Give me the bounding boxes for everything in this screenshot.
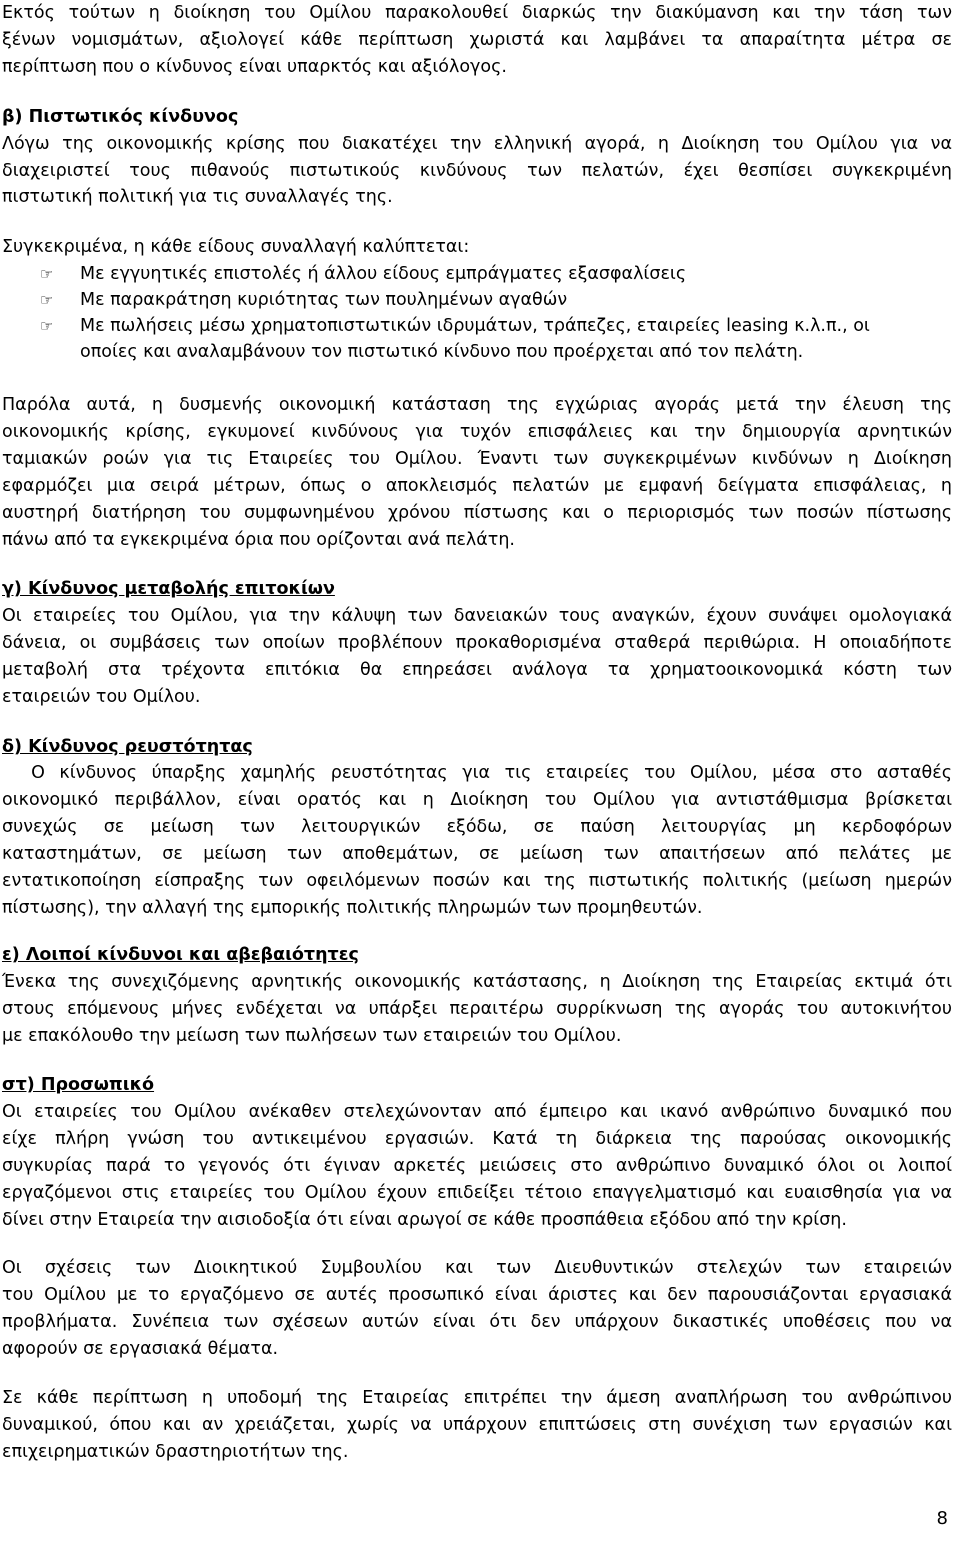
paragraph-line: καταστημάτων, σε μείωση των αποθεμάτων, σε μείωση των απαιτήσεων από πελάτες με [2,844,952,864]
list-item-text: Με πωλήσεις μέσω χρηματοπιστωτικών ιδρυμάτων, τράπεζες, εταιρείες leasing κ.λ.π., οι [80,316,870,336]
paragraph-line: εταιρειών του Ομίλου. [2,687,201,707]
paragraph-line: Σε κάθε περίπτωση η υποδομή της Εταιρείας επιτρέπει την άμεση αναπλήρωση του ανθρώπινου [2,1388,952,1408]
paragraph-line: Οι σχέσεις των Διοικητικού Συμβουλίου και των Διευθυντικών στελεχών των εταιρειών [2,1258,952,1278]
paragraph-line: Οι εταιρείες του Ομίλου ανέκαθεν στελεχώνονταν από έμπειρο και ικανό ανθρώπινο δυναμικό που [2,1102,952,1122]
paragraph-line: Παρόλα αυτά, η δυσμενής οικονομική κατάσταση της εγχώριας αγοράς μετά την έλευση της [2,395,952,415]
section-heading-liquidity: δ) Κίνδυνος ρευστότητας [2,737,253,757]
paragraph-line: εργαζόμενοι στις εταιρείες του Ομίλου έχουν επιδείξει τέτοιο επαγγελματισμό και ευαισθησία για να [2,1183,952,1203]
list-item-text: Με εγγυητικές επιστολές ή άλλου είδους εμπράγματες εξασφαλίσεις [80,264,687,284]
paragraph-line: επιχειρηματικών δραστηριοτήτων της. [2,1442,349,1462]
pointing-hand-icon: ☞ [40,317,54,335]
paragraph-line: συγκυρίας παρά το γεγονός ότι έγιναν αρκετές μειώσεις στο ανθρώπινο δυναμικό όλοι οι λοιποί [2,1156,952,1176]
paragraph-line: αυστηρή διατήρηση του συμφωνημένου χρόνου πίστωσης και ο περιορισμός των ποσών πίστωσης [2,503,952,523]
paragraph-line: αφορούν σε εργασιακά θέματα. [2,1339,279,1359]
paragraph-line: Οι εταιρείες του Ομίλου, για την κάλυψη των δανειακών τους αναγκών, έχουν συνάψει ομολογιακά [2,606,952,626]
pointing-hand-icon: ☞ [40,265,54,283]
paragraph-line: ταμιακών ροών για τις Εταιρείες του Ομίλου. Έναντι των συγκεκριμένων κινδύνων η Διοίκηση [2,449,952,469]
paragraph-line: οικονομικό περιβάλλον, είναι ορατός και η Διοίκηση του Ομίλου για αντιστάθμισμα βρίσκεται [2,790,952,810]
paragraph-line: Ένεκα της συνεχιζόμενης αρνητικής οικονομικής κατάστασης, η Διοίκηση της Εταιρείας εκτιμά ότι [2,972,952,992]
list-item-text: Με παρακράτηση κυριότητας των πουλημένων αγαθών [80,290,568,310]
intro-line: περίπτωση που ο κίνδυνος είναι υπαρκτός και αξιόλογος. [2,57,507,77]
paragraph-line: Λόγω της οικονομικής κρίσης που διακατέχει την ελληνική αγορά, η Διοίκηση του Ομίλου για να [2,134,952,154]
section-heading-other: ε) Λοιποί κίνδυνοι και αβεβαιότητες [2,945,359,965]
paragraph-line: είχε πλήρη γνώση του αντικειμένου εργασιών. Κατά τη διάρκεια της παρούσας οικονομικής [2,1129,952,1149]
intro-line: ξένων νομισμάτων, αξιολογεί κάθε περίπτωση χωριστά και λαμβάνει τα απαραίτητα μέτρα σε [2,30,952,50]
list-item [40,287,952,313]
paragraph-line: μεταβολή στα τρέχοντα επιτόκια θα επηρεάσει ανάλογα τα χρηματοοικονομικά κόστη των [2,660,952,680]
section-heading-staff: στ) Προσωπικό [2,1075,155,1095]
section-heading-credit: β) Πιστωτικός κίνδυνος [2,107,239,127]
paragraph-line: δάνεια, οι συμβάσεις των οποίων προβλέπουν προκαθορισμένα σταθερά περιθώρια. Η οποιαδήποτε [2,633,952,653]
paragraph-line: στους επόμενους μήνες ενδέχεται να υπάρξει περαιτέρω συρρίκνωση της αγοράς του αυτοκινήτου [2,999,952,1019]
paragraph-line: πιστωτική πολιτική για τις συναλλαγές της. [2,187,393,207]
list-item [40,313,952,339]
paragraph-line: δίνει στην Εταιρεία την αισιοδοξία ότι είναι αρωγοί σε κάθε προσπάθεια εξόδου από την κρίση. [2,1210,847,1230]
paragraph-line: πάνω από τα εγκεκριμένα όρια που ορίζονται ανά πελάτη. [2,530,515,550]
paragraph-line: διαχειριστεί τους πιθανούς πιστωτικούς κινδύνους των πελατών, έχει θεσπίσει συγκεκριμένη [2,161,952,181]
section-heading-interest: γ) Κίνδυνος μεταβολής επιτοκίων [2,579,335,599]
page-number: 8 [936,1508,948,1529]
paragraph-line: προβλήματα. Συνέπεια των σχέσεων αυτών είναι ότι δεν υπάρχουν δικαστικές υποθέσεις που να [2,1312,952,1332]
paragraph-line: οικονομικής κρίσης, εγκυμονεί κινδύνους για τυχόν επισφάλειες και την δημιουργία αρνητικών [2,422,952,442]
paragraph-line: πίστωσης), την αλλαγή της εμπορικής πολιτικής πληρωμών των προμηθευτών. [2,898,703,918]
list-item-continuation: οποίες και αναλαμβάνουν τον πιστωτικό κίνδυνο που προέρχεται από τον πελάτη. [80,342,804,362]
paragraph-line: του Ομίλου με το εργαζόμενο σε αυτές προσωπικό είναι άριστες και δεν παρουσιάζονται εργασιακά [2,1285,952,1305]
intro-line: Εκτός τούτων η διοίκηση του Ομίλου παρακολουθεί διαρκώς την διακύμανση και την τάση των [2,3,952,23]
paragraph-line: εφαρμόζει μια σειρά μέτρων, όπως ο αποκλεισμός πελατών με εμφανή δείγματα επισφάλειας, η [2,476,952,496]
paragraph-line: με επακόλουθο την μείωση των πωλήσεων των εταιρειών του Ομίλου. [2,1026,622,1046]
list-item [40,261,952,287]
pointing-hand-icon: ☞ [40,291,54,309]
paragraph-line: δυναμικού, όπου και αν χρειάζεται, χωρίς να υπάρχουν επιπτώσεις στη συνέχιση των εργασιών και [2,1415,952,1435]
paragraph-line: εντατικοποίηση είσπραξης των οφειλόμενων ποσών και της πιστωτικής πολιτικής (μείωση ημερών [2,871,952,891]
paragraph-line: συνεχώς σε μείωση των λειτουργικών εξόδω, σε παύση λειτουργίας μη κερδοφόρων [2,817,952,837]
paragraph-line: Ο κίνδυνος ύπαρξης χαμηλής ρευστότητας για τις εταιρείες του Ομίλου, μέσα στο ασταθές [2,763,952,783]
paragraph-line: Συγκεκριμένα, η κάθε είδους συναλλαγή καλύπτεται: [2,237,470,257]
